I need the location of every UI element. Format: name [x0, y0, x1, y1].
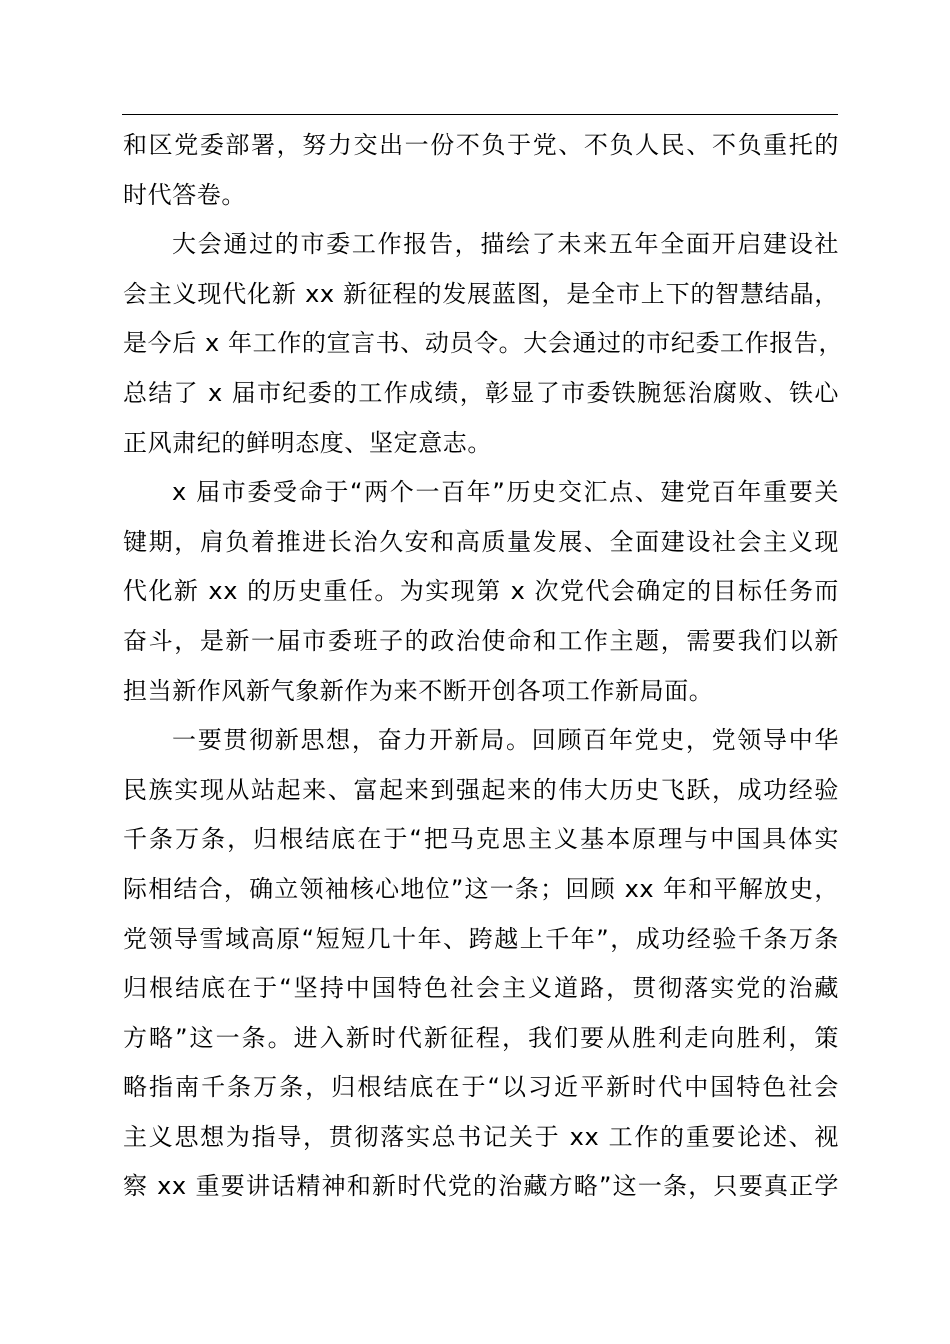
paragraph-line: 略指南千条万条，归根结底在于“以习近平新时代中国特色社会: [123, 1073, 839, 1102]
paragraph-line: 是今后 x 年工作的宣言书、动员令。大会通过的市纪委工作报告，: [123, 329, 844, 358]
paragraph-line: 主义思想为指导，贯彻落实总书记关于 xx 工作的重要论述、视: [123, 1122, 839, 1151]
paragraph-line: 键期，肩负着推进长治久安和高质量发展、全面建设社会主义现: [123, 527, 839, 556]
document-body: [123, 121, 844, 1212]
paragraph-line: 和区党委部署，努力交出一份不负于党、不负人民、不负重托的: [123, 131, 839, 159]
header-rule: [122, 114, 838, 115]
paragraph-line: 归根结底在于“坚持中国特色社会主义道路，贯彻落实党的治藏: [123, 974, 839, 1003]
paragraph-line: 千条万条，归根结底在于“把马克思主义基本原理与中国具体实: [123, 825, 839, 854]
paragraph-line: 会主义现代化新 xx 新征程的发展蓝图，是全市上下的智慧结晶，: [123, 279, 839, 308]
paragraph-line: 时代答卷。: [123, 180, 246, 209]
paragraph-line: 正风肃纪的鲜明态度、坚定意志。: [123, 428, 492, 457]
paragraph-line: 际相结合，确立领袖核心地位”这一条；回顾 xx 年和平解放史，: [123, 874, 839, 903]
paragraph-line: 代化新 xx 的历史重任。为实现第 x 次党代会确定的目标任务而: [123, 577, 839, 606]
paragraph-line: 总结了 x 届市纪委的工作成绩，彰显了市委铁腕惩治腐败、铁心: [123, 378, 839, 407]
paragraph-line: 大会通过的市委工作报告，描绘了未来五年全面开启建设社: [172, 230, 839, 259]
paragraph-line: 奋斗，是新一届市委班子的政治使命和工作主题，需要我们以新: [123, 626, 839, 655]
paragraph-line: 方略”这一条。进入新时代新征程，我们要从胜利走向胜利，策: [123, 1023, 839, 1052]
paragraph-line: 一要贯彻新思想，奋力开新局。回顾百年党史，党领导中华: [172, 726, 839, 755]
paragraph-line: 民族实现从站起来、富起来到强起来的伟大历史飞跃，成功经验: [123, 775, 839, 804]
paragraph-line: 察 xx 重要讲话精神和新时代党的治藏方略”这一条，只要真正学: [123, 1172, 839, 1201]
paragraph-line: 担当新作风新气象新作为来不断开创各项工作新局面。: [123, 676, 714, 705]
paragraph-line: x 届市委受命于“两个一百年”历史交汇点、建党百年重要关: [172, 478, 839, 507]
paragraph-line: 党领导雪域高原“短短几十年、跨越上千年”，成功经验千条万条: [123, 924, 839, 953]
